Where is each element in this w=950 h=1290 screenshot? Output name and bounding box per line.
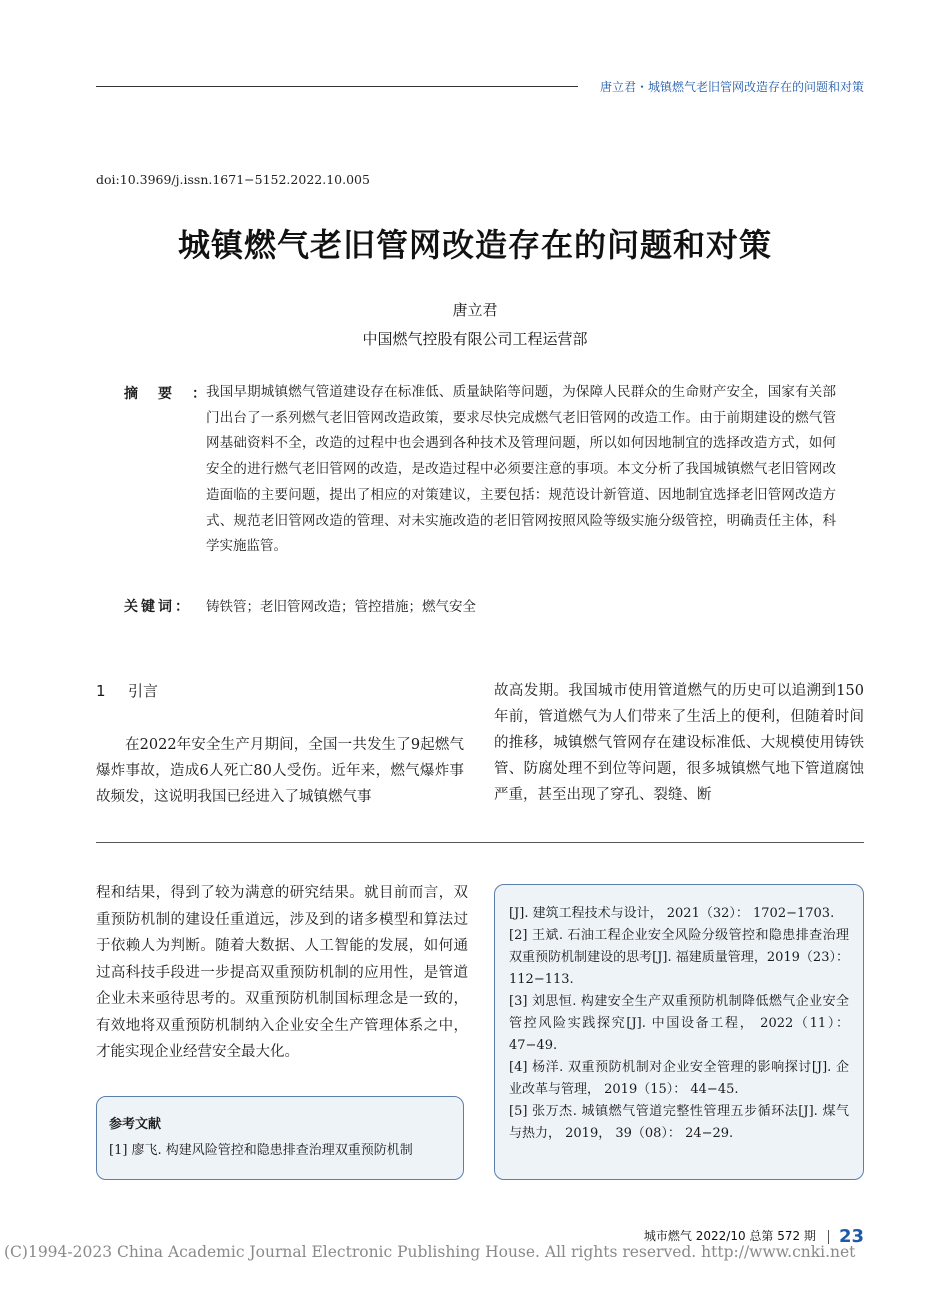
section-title: 引言 (128, 682, 159, 700)
abstract-label-text: 摘要 (124, 386, 192, 402)
section-heading (96, 680, 158, 701)
references-box-right (494, 884, 864, 1180)
section-number: 1 (96, 682, 106, 700)
intro-paragraph-left: 在2022年安全生产月期间，全国一共发生了9起燃气爆炸事故，造成6人死亡80人受伤。近年来，燃气爆炸事故频发，这说明我国已经进入了城镇燃气事 (96, 737, 464, 805)
reference-item: [4] 杨洋. 双重预防机制对企业安全管理的影响探讨[J]. 企业改革与管理， 2019（15）： 44−45. (509, 1060, 849, 1097)
author: 唐立君 (452, 301, 498, 319)
keywords-label: 关键词： (124, 599, 192, 615)
abstract-label-colon: ： (192, 386, 206, 402)
page-divider (96, 842, 864, 843)
article-title: 城镇燃气老旧管网改造存在的问题和对策 (177, 226, 772, 264)
reference-item: [1] 廖飞. 构建风险管控和隐患排查治理双重预防机制 (109, 1143, 413, 1158)
reference-item: [5] 张万杰. 城镇燃气管道完整性管理五步循环法[J]. 煤气与热力， 2019， 39（08）： 24−29. (509, 1104, 849, 1141)
references-heading: 参考文献 (109, 1117, 162, 1132)
journal-info: 城市燃气 2022/10 总第 572 期 (643, 1229, 816, 1243)
references-box-left (96, 1096, 464, 1180)
affiliation: 中国燃气控股有限公司工程运营部 (362, 330, 588, 348)
abstract-text: 我国早期城镇燃气管道建设存在标准低、质量缺陷等问题，为保障人民群众的生命财产安全，国家有关部门出台了一系列燃气老旧管网改造政策，要求尽快完成燃气老旧管网的改造工作。由于前期建设的燃气管网基础资料不全，改造的过程中也会遇到各种技术及管理问题，所以如何因地制宜的选择改造方式，如何安全的进行燃气老旧管网的改造，是改造过程中必须要注意的事项。本文分析了我国城镇燃气老旧管网改造面临的主要问题，提出了相应的对策建议，主要包括：规范设计新管道、因地制宜选择老旧管网改造方式、规范老旧管网改造的管理、对未实施改造的老旧管网按照风险等级实施分级管控，明确责任主体，科学实施监管。 (206, 384, 836, 555)
keywords-text: 铸铁管；老旧管网改造；管控措施；燃气安全 (206, 599, 476, 615)
page-number: 23 (838, 1226, 864, 1247)
header-rule (96, 86, 578, 87)
reference-item: [2] 王斌. 石油工程企业安全风险分级管控和隐患排查治理双重预防机制建设的思考[J]. 福建质量管理，2019（23）： 112−113. (509, 928, 849, 987)
reference-item: [3] 刘思恒. 构建安全生产双重预防机制降低燃气企业安全管控风险实践探究[J]. 中国设备工程， 2022（11）： 47−49. (509, 994, 849, 1053)
doi: doi:10.3969/j.issn.1671−5152.2022.10.005 (96, 172, 370, 187)
copyright-watermark: (C)1994-2023 China Academic Journal Electronic Publishing House. All rights reserved. http://www.cnki.net (4, 1243, 856, 1261)
intro-paragraph-right: 故高发期。我国城市使用管道燃气的历史可以追溯到150年前，管道燃气为人们带来了生活上的便利，但随着时间的推移，城镇燃气管网存在建设标准低、大规模使用铸铁管、防腐处理不到位等问题，很多城镇燃气地下管道腐蚀严重，甚至出现了穿孔、裂缝、断 (494, 683, 864, 803)
running-head: 唐立君・城镇燃气老旧管网改造存在的问题和对策 (599, 80, 864, 94)
footer-separator (828, 1230, 829, 1244)
conclusion-paragraph: 程和结果，得到了较为满意的研究结果。就目前而言，双重预防机制的建设任重道远，涉及到的诸多模型和算法过于依赖人为判断。随着大数据、人工智能的发展，如何通过高科技手段进一步提高双重预防机制的应用性，是管道企业未来亟待思考的。双重预防机制国标理念是一致的，有效地将双重预防机制纳入企业安全生产管理体系之中，才能实现企业经营安全最大化。 (96, 885, 468, 1060)
abstract-label (124, 383, 206, 403)
reference-item: [J]. 建筑工程技术与设计， 2021（32）： 1702−1703. (509, 906, 835, 921)
